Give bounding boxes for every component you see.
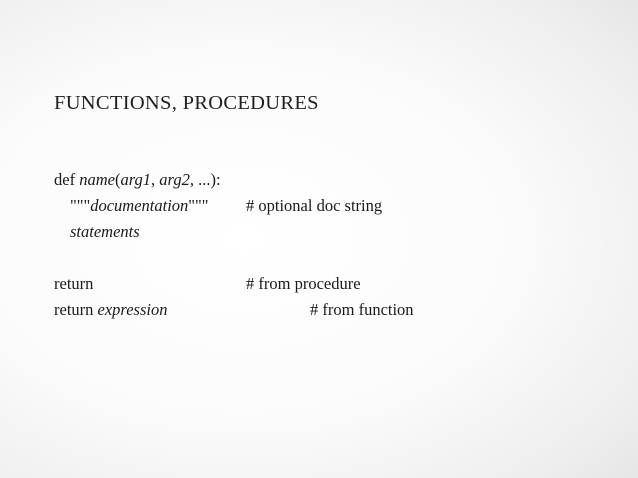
return-comment: # from procedure (246, 274, 361, 293)
return-line (54, 276, 93, 293)
doc-line (70, 198, 209, 215)
return-expression-comment: # from function (310, 300, 414, 319)
return-keyword: return (54, 274, 94, 293)
return-expr-keyword: return (54, 300, 98, 319)
statements-text: statements (70, 222, 140, 241)
def-line (54, 172, 221, 189)
open-paren: ( (114, 170, 121, 189)
doc-comment: # optional doc string (246, 196, 383, 215)
function-name: name (79, 170, 115, 189)
arg1: arg1 (120, 170, 152, 189)
doc-text: documentation (90, 196, 189, 215)
doc-quotes-open: """ (70, 196, 91, 215)
statements-line (70, 224, 140, 241)
arg2: arg2 (159, 170, 190, 189)
def-keyword: def (54, 170, 80, 189)
expression-text: expression (97, 300, 168, 319)
return-expression-line (54, 302, 168, 319)
comma-separator: , (151, 170, 160, 189)
slide-title: FUNCTIONS, PROCEDURES (54, 92, 319, 114)
def-line-rest: , ...): (189, 170, 221, 189)
doc-quotes-close: """ (188, 196, 209, 215)
